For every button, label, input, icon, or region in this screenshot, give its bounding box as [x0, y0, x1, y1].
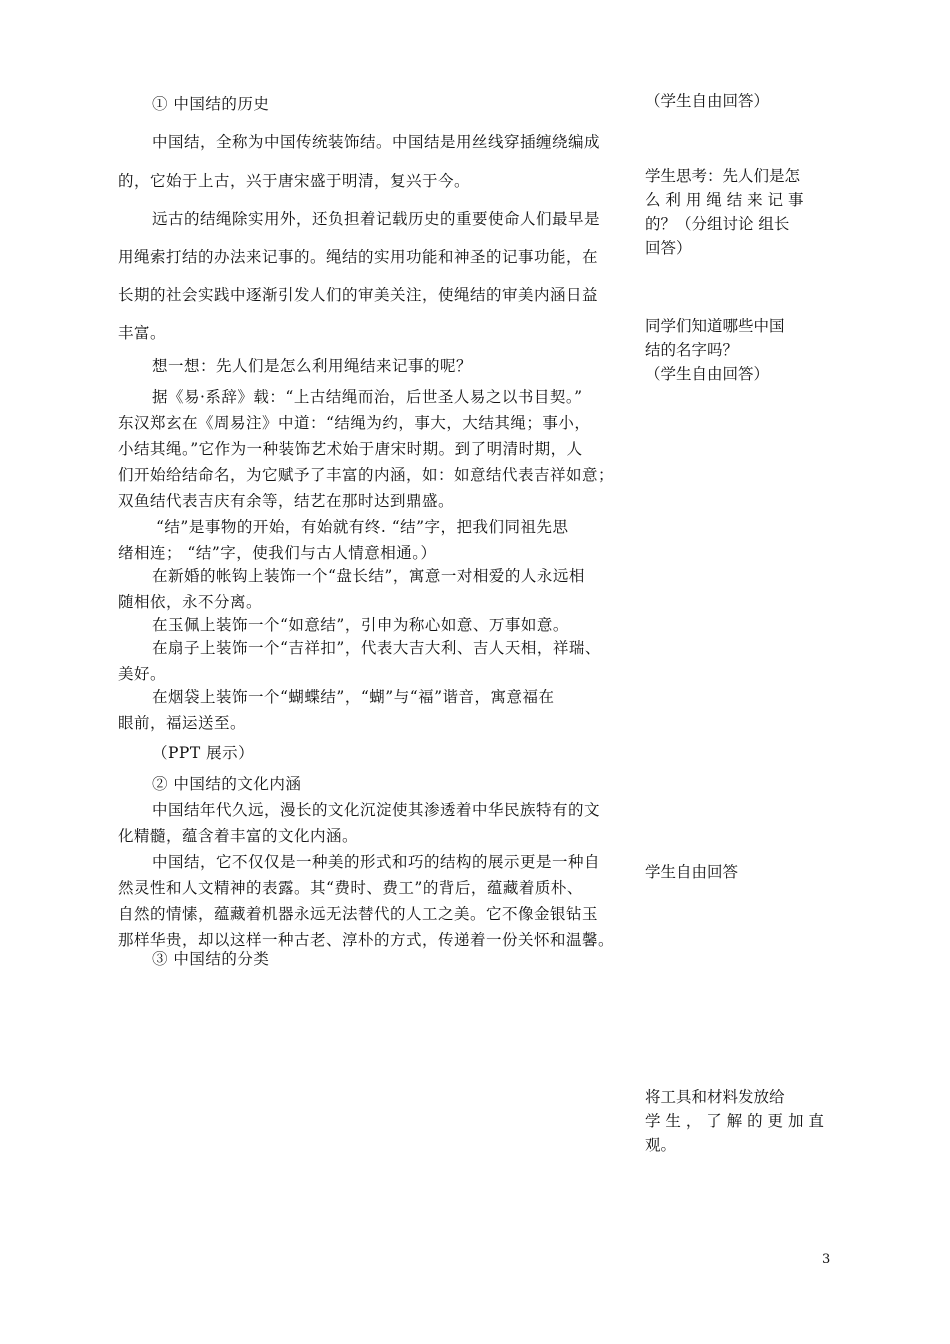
paragraph-line: 然灵性和人文精神的表露。其“费时、费工”的背后，蕴藏着质朴、 — [118, 879, 583, 897]
side-note: 么 利 用 绳 结 来 记 事 — [645, 191, 804, 209]
paragraph-line: 双鱼结代表吉庆有余等，结艺在那时达到鼎盛。 — [118, 492, 455, 510]
paragraph-line: 东汉郑玄在《周易注》中道：“结绳为约，事大，大结其绳；事小， — [118, 414, 591, 432]
side-note: 的？（分组讨论 组长 — [645, 215, 790, 233]
section-heading-classification: ③ 中国结的分类 — [152, 950, 270, 968]
paragraph-line: 在玉佩上装饰一个“如意结”，引申为称心如意、万事如意。 — [152, 616, 569, 634]
paragraph-line: 远古的结绳除实用外，还负担着记载历史的重要使命人们最早是 — [152, 210, 601, 228]
page-number: 3 — [822, 1252, 831, 1267]
ppt-note: （PPT 展示） — [152, 744, 255, 762]
side-note: 同学们知道哪些中国 — [645, 317, 785, 335]
paragraph-line: 在烟袋上装饰一个“蝴蝶结”，“蝴”与“福”谐音，寓意福在 — [152, 688, 555, 706]
side-note: 学 生 ， 了 解 的 更 加 直 — [645, 1112, 824, 1130]
paragraph-line: 据《易·系辞》载：“上古结绳而治，后世圣人易之以书目契。” — [152, 388, 583, 406]
side-note: 结的名字吗？ — [645, 341, 739, 359]
side-note: （学生自由回答） — [645, 92, 770, 110]
paragraph-line: 中国结年代久远，漫长的文化沉淀使其渗透着中华民族特有的文 — [152, 801, 601, 819]
paragraph-line: “结”是事物的开始，有始就有终. “结”字，把我们同祖先思 — [156, 518, 569, 536]
side-note: 学生思考：先人们是怎 — [645, 167, 801, 185]
paragraph-line: 们开始给结命名，为它赋予了丰富的内涵，如：如意结代表吉祥如意； — [118, 466, 615, 484]
paragraph-line: 长期的社会实践中逐渐引发人们的审美关注，使绳结的审美内涵日益 — [118, 286, 599, 304]
paragraph-line: 眼前，福运送至。 — [118, 714, 247, 732]
paragraph-line: 中国结，全称为中国传统装饰结。中国结是用丝线穿插缠绕编成 — [152, 133, 601, 151]
paragraph-line: 那样华贵，却以这样一种古老、淳朴的方式，传递着一份关怀和温馨。 — [118, 931, 615, 949]
paragraph-line: 中国结，它不仅仅是一种美的形式和巧的结构的展示更是一种自 — [152, 853, 601, 871]
paragraph-line: 随相依，永不分离。 — [118, 593, 263, 611]
side-note: 回答） — [645, 239, 692, 257]
paragraph-line: 用绳索打结的办法来记事的。绳结的实用功能和神圣的记事功能，在 — [118, 248, 599, 266]
side-note: 学生自由回答 — [645, 863, 739, 881]
paragraph-line: 自然的情愫，蕴藏着机器永远无法替代的人工之美。它不像金银钻玉 — [118, 905, 599, 923]
paragraph-line: 化精髓，蕴含着丰富的文化内涵。 — [118, 827, 359, 845]
side-note: 将工具和材料发放给 — [645, 1088, 785, 1106]
paragraph-line: 丰富。 — [118, 324, 167, 342]
side-note: 观。 — [645, 1136, 677, 1154]
side-note: （学生自由回答） — [645, 365, 770, 383]
paragraph-line: 在扇子上装饰一个“吉祥扣”，代表大吉大利、吉人天相，祥瑞、 — [152, 639, 601, 657]
paragraph-line: 小结其绳。”它作为一种装饰艺术始于唐宋时期。到了明清时期，人 — [118, 440, 583, 458]
section-heading-culture: ② 中国结的文化内涵 — [152, 775, 302, 793]
paragraph-line: 在新婚的帐钩上装饰一个“盘长结”，寓意一对相爱的人永远相 — [152, 567, 585, 585]
section-heading-history: ① 中国结的历史 — [152, 95, 270, 113]
question-line: 想一想：先人们是怎么利用绳结来记事的呢？ — [152, 357, 473, 375]
paragraph-line: 绪相连； “结”字，使我们与古人情意相通。） — [118, 544, 437, 562]
paragraph-line: 美好。 — [118, 665, 167, 683]
paragraph-line: 的，它始于上古，兴于唐宋盛于明清，复兴于今。 — [118, 172, 471, 190]
